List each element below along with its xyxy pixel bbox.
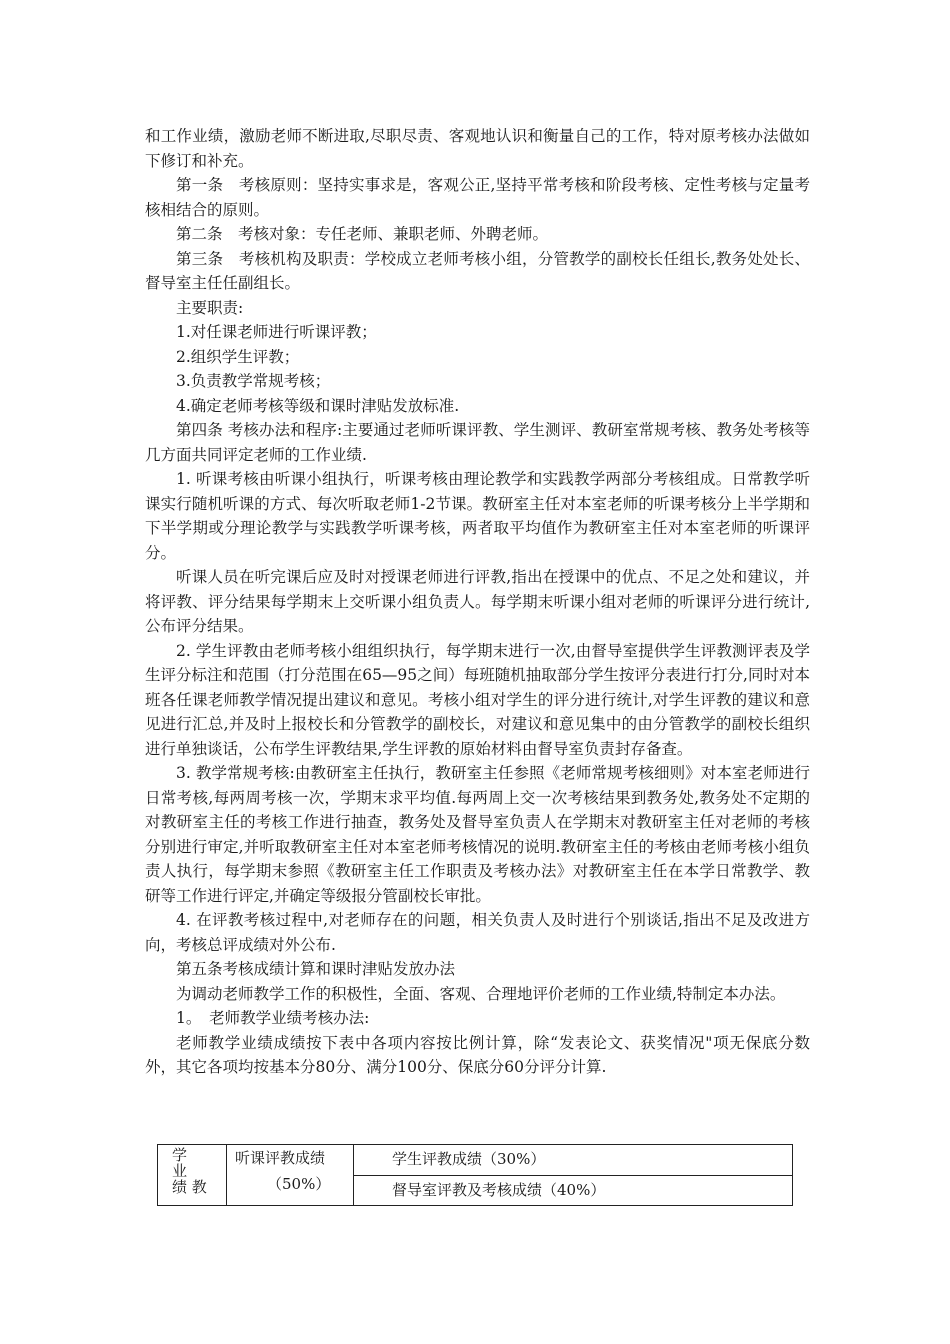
score-table bbox=[157, 1144, 793, 1206]
table-item-text: 督导室评教及考核成绩（40%） bbox=[392, 1180, 606, 1199]
paragraph: 第四条 考核办法和程序:主要通过老师听课评教、学生测评、教研室常规考核、教务处考核等几方面共同评定老师的工作业绩. bbox=[145, 421, 810, 464]
paragraph: 老师教学业绩成绩按下表中各项内容按比例计算，除“发表论文、获奖情况"项无保底分数外，其它各项均按基本分80分、满分100分、保底分60分评分计算. bbox=[145, 1033, 810, 1076]
paragraph: 主要职责: bbox=[176, 298, 244, 317]
paragraph: 2.组织学生评教； bbox=[176, 347, 300, 366]
paragraph: 第五条考核成绩计算和课时津贴发放办法 bbox=[176, 960, 456, 978]
paragraph: 4. 在评教考核过程中,对老师存在的问题，相关负责人及时进行个别谈话,指出不足及改进方向，考核总评成绩对外公布. bbox=[145, 911, 810, 954]
row-label-line: 业 bbox=[172, 1162, 188, 1180]
paragraph: 3. 教学常规考核:由教研室主任执行，教研室主任参照《老师常规考核细则》对本室老师进行日常考核,每两周考核一次，学期末求平均值.每两周上交一次考核结果到教务处,教务处不定期的对教研室主任的考核工作进行抽查，教务处及督导室负责人在学期末对教研室主任对老师的考核分别进行审定,并听取教研室主任对本室老师考核情况的说明.教研室主任的考核由老师考核小组负责人执行，每学期末参照《教研室主任工作职责及考核办法》对教研室主任在本学日常教学、教研等工作进行评定,并确定等级报分管副校长审批。 bbox=[145, 764, 810, 905]
table-row-label-cell bbox=[158, 1145, 227, 1206]
paragraph: 第二条 考核对象：专任老师、兼职老师、外聘老师。 bbox=[176, 225, 549, 243]
paragraph: 1. 听课考核由听课小组执行，听课考核由理论教学和实践教学两部分考核组成。日常教学听课实行随机听课的方式、每次听取老师1-2节课。教研室主任对本室老师的听课考核分上半学期和下半学期或分理论教学与实践教学听课考核，两者取平均值作为教研室主任对本室老师的听课评分。 bbox=[145, 470, 810, 562]
row-label-line: 绩 教 bbox=[172, 1178, 207, 1196]
paragraph: 1.对任课老师进行听课评教； bbox=[176, 323, 377, 341]
row-label-line: 学 bbox=[172, 1146, 188, 1164]
table-item-text: 学生评教成绩（30%） bbox=[392, 1150, 546, 1168]
paragraph: 为调动老师教学工作的积极性，全面、客观、合理地评价老师的工作业绩,特制定本办法。 bbox=[176, 984, 786, 1003]
col-pct: （50%） bbox=[267, 1175, 331, 1193]
table-item-cell bbox=[354, 1145, 793, 1176]
paragraph: 和工作业绩，激励老师不断进取,尽职尽责、客观地认识和衡量自己的工作，特对原考核办法做如下修订和补充。 bbox=[145, 127, 810, 170]
table-item-cell bbox=[354, 1175, 793, 1206]
paragraph: 2. 学生评教由老师考核小组组织执行，每学期末进行一次,由督导室提供学生评教测评表及学生评分标注和范围（打分范围在65—95之间）每班随机抽取部分学生按评分表进行打分,同时对本班各任课老师教学情况提出建议和意见。考核小组对学生的评分进行统计,对学生评教的建议和意见进行汇总,并及时上报校长和分管教学的副校长，对建议和意见集中的由分管教学的副校长组织进行单独谈话，公布学生评教结果,学生评教的原始材料由督导室负责封存备查。 bbox=[145, 641, 810, 758]
paragraph: 第三条 考核机构及职责：学校成立老师考核小组，分管教学的副校长任组长,教务处处长、督导室主任任副组长。 bbox=[145, 249, 810, 292]
col-label: 听课评教成绩 bbox=[235, 1149, 326, 1167]
paragraph: 听课人员在听完课后应及时对授课老师进行评教,指出在授课中的优点、不足之处和建议，并将评教、评分结果每学期末上交听课小组负责人。每学期末听课小组对老师的听课评分进行统计,公布评分结果。 bbox=[145, 568, 810, 635]
paragraph: 1。 老师教学业绩考核办法: bbox=[176, 1009, 370, 1027]
paragraph: 第一条 考核原则：坚持实事求是，客观公正,坚持平常考核和阶段考核、定性考核与定量考核相结合的原则。 bbox=[145, 176, 810, 219]
paragraph: 4.确定老师考核等级和课时津贴发放标准. bbox=[176, 396, 460, 415]
table-col-label-cell bbox=[227, 1145, 354, 1206]
document-body bbox=[145, 124, 810, 1080]
paragraph: 3.负责教学常规考核； bbox=[176, 372, 331, 390]
